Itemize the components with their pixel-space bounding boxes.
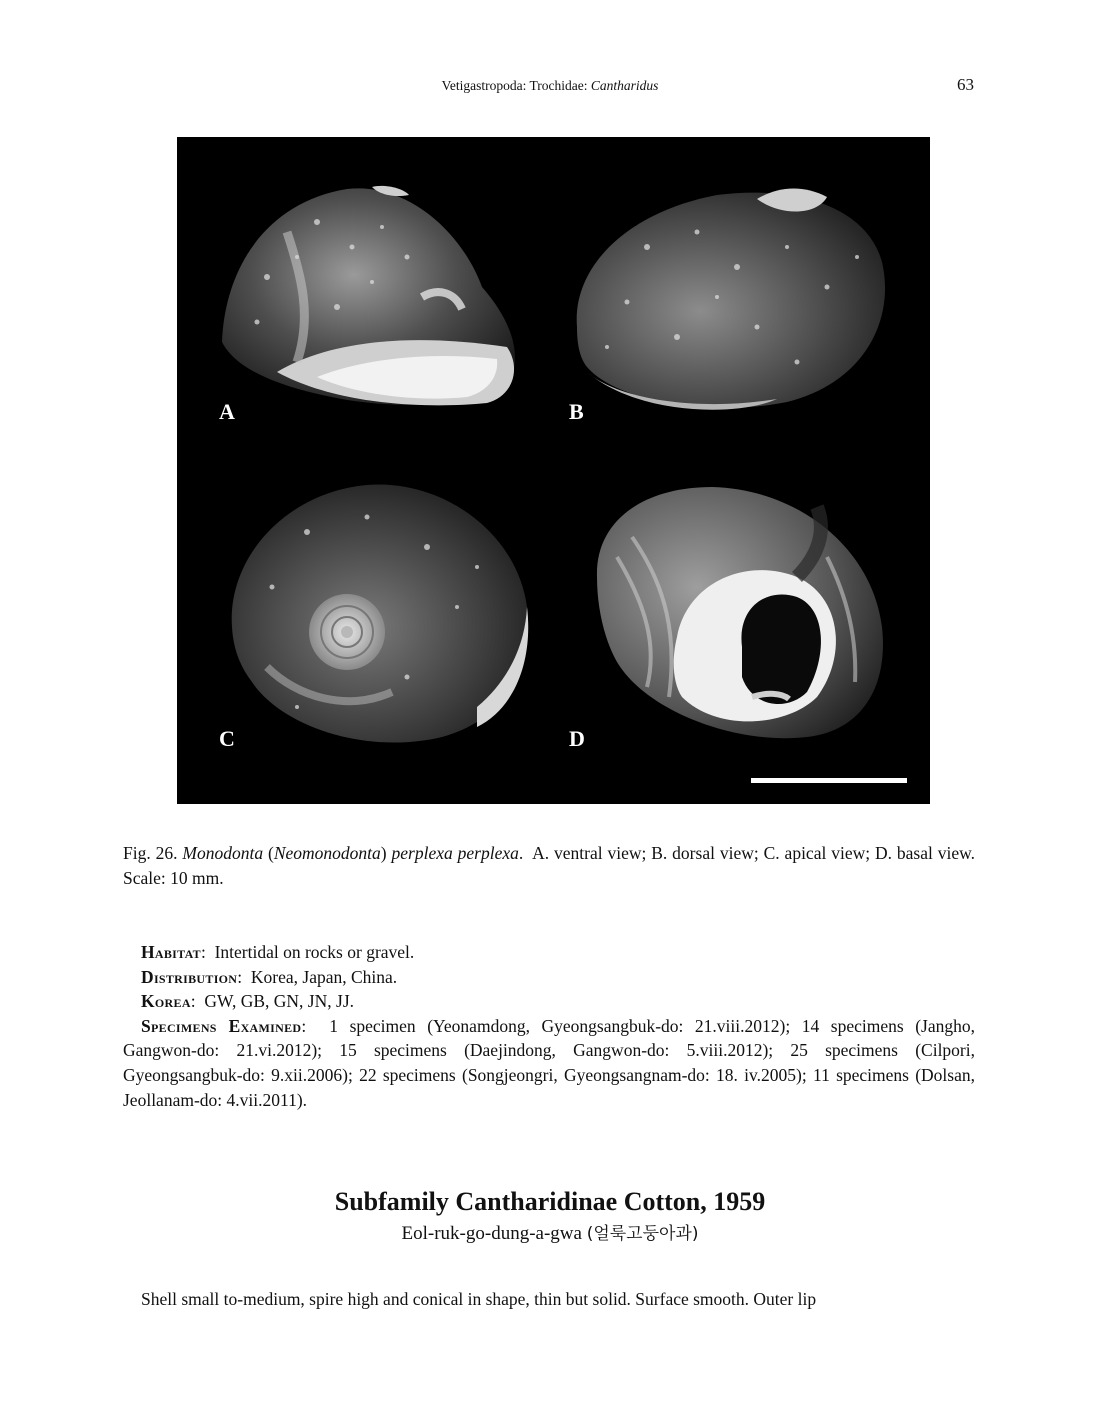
shell-dorsal-view-icon bbox=[577, 189, 885, 410]
specimens-text: 1 specimen (Yeonamdong, Gyeongsangbuk-do: 21.viii.2012); 14 specimens (Jangho, Gangwon-do: 21.vi.2012); 15 specimens (Daejindong, Gangwon-do: 5.viii.2012); 25 specimens (Cilpori, Gyeongsangbuk-do: 9.xii.2006); 22 specimens (Songjeongri, Gyeongsangnam-do: 18. iv.2005); 11 specimens (Dolsan, Jeollanam-do: 4.vii.2011). bbox=[123, 1015, 975, 1110]
figure-caption: Fig. 26. Monodonta (Neomonodonta) perplexa perplexa. A. ventral view; B. dorsal view; C. apical view; D. basal view. Scale: 10 mm. bbox=[123, 843, 976, 888]
panel-label-c: C bbox=[219, 726, 235, 751]
caption-species: perplexa perplexa bbox=[391, 843, 519, 863]
shell-ventral-view-icon bbox=[222, 186, 515, 405]
habitat-paragraph: Habitat: Intertidal on rocks or gravel. bbox=[141, 942, 415, 962]
korea-paragraph: Korea: GW, GB, GN, JN, JJ. bbox=[141, 991, 355, 1012]
caption-subgenus: Neomonodonta bbox=[273, 843, 381, 863]
specimens-label: Specimens Examined bbox=[141, 1015, 302, 1036]
figure-26-plate bbox=[177, 137, 930, 804]
panel-label-a: A bbox=[219, 399, 235, 424]
subfamily-description: Shell small to-medium, spire high and conical in shape, thin but solid. Surface smooth. Outer lip bbox=[141, 1289, 817, 1309]
running-head-genus: Cantharidus bbox=[590, 78, 659, 93]
specimens-paragraph: Specimens Examined: 1 specimen (Yeonamdong, Gyeongsangbuk-do: 21.viii.2012); 14 specimens (Jangho, Gangwon-do: 21.vi.2012); 15 specimens (Daejindong, Gangwon-do: 5.viii.2012); 25 specimens (Cilpori, Gyeongsangbuk-do: 9.xii.2006); 22 specimens (Songjeongri, Gyeongsangnam-do: 18. iv.2005); 11 specimens (Dolsan, Jeollanam-do: 4.vii.2011). bbox=[123, 1015, 975, 1110]
caption-text: A. ventral view; B. dorsal view; C. apical view; D. basal view. Scale: 10 mm. bbox=[123, 843, 976, 888]
subfamily-romanized: Eol-ruk-go-dung-a-gwa bbox=[401, 1223, 582, 1244]
shell-apical-view-icon bbox=[232, 485, 529, 743]
panel-label-d: D bbox=[569, 726, 585, 751]
page-number: 63 bbox=[957, 75, 974, 94]
habitat-text: Intertidal on rocks or gravel. bbox=[214, 942, 415, 962]
korea-label: Korea bbox=[141, 991, 191, 1012]
distribution-text: Korea, Japan, China. bbox=[250, 966, 398, 987]
subfamily-korean-name bbox=[0, 1221, 1100, 1247]
caption-genus: Monodonta bbox=[182, 843, 264, 863]
habitat-label: Habitat bbox=[141, 942, 201, 962]
species-details bbox=[123, 940, 975, 1112]
scale-bar bbox=[751, 778, 907, 783]
shell-basal-view-icon bbox=[597, 487, 883, 738]
subfamily-heading: Subfamily Cantharidinae Cotton, 1959 bbox=[334, 1187, 766, 1216]
running-head-prefix: Vetigastropoda: Trochidae: bbox=[441, 78, 591, 93]
caption-label: Fig. 26. bbox=[123, 843, 178, 863]
subfamily-hangul: (얼룩고둥아과) bbox=[586, 1224, 699, 1244]
distribution-label: Distribution bbox=[141, 966, 238, 987]
korea-text: GW, GB, GN, JN, JJ. bbox=[204, 991, 355, 1012]
distribution-paragraph: Distribution: Korea, Japan, China. bbox=[141, 966, 398, 987]
shell-photographs bbox=[177, 137, 930, 804]
panel-label-b: B bbox=[569, 399, 584, 424]
